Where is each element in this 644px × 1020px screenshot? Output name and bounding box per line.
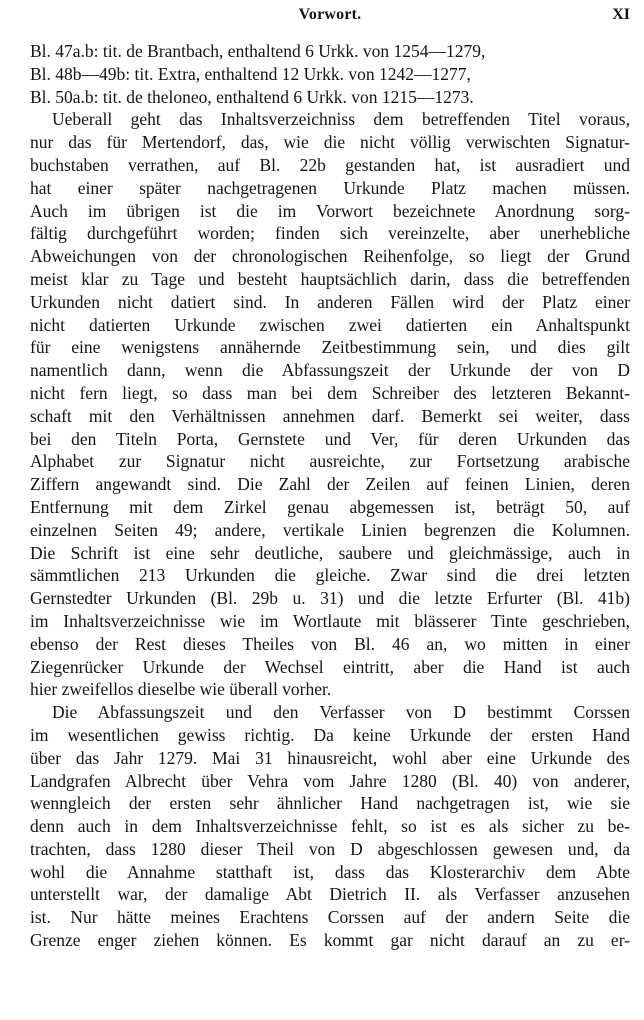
text-line: hat einer später nachgetragenen Urkunde Platz machen müssen. bbox=[30, 177, 630, 198]
text-line: Ziegenrücker Urkunde der Wechsel eintritt, aber die Hand ist auch bbox=[30, 656, 630, 677]
text-line: Grenze enger ziehen können. Es kommt gar nicht darauf an zu er- bbox=[30, 930, 630, 951]
text-line: Abweichungen von der chronologischen Reihenfolge, so liegt der Grund bbox=[30, 246, 630, 267]
text-line: im Inhaltsverzeichnisse wie im Wortlaute mit blässerer Tinte geschrieben, bbox=[30, 610, 630, 631]
text-line: Urkunden nicht datiert sind. In anderen Fällen wird der Platz einer bbox=[30, 291, 630, 312]
text-line: wohl die Annahme statthaft ist, dass das Klosterarchiv dem Abte bbox=[30, 861, 630, 882]
text-line: nicht datierten Urkunde zwischen zwei datierten ein Anhaltspunkt bbox=[30, 314, 630, 335]
text-line: im wesentlichen gewiss richtig. Da keine Urkunde der ersten Hand bbox=[30, 724, 630, 745]
text-line: sämmtlichen 213 Urkunden die gleiche. Zwar sind die drei letzten bbox=[30, 565, 630, 586]
text-line: fältig durchgeführt worden; finden sich vereinzelte, aber unerhebliche bbox=[30, 223, 630, 244]
text-line: Gernstedter Urkunden (Bl. 29b u. 31) und die letzte Erfurter (Bl. 41b) bbox=[30, 588, 630, 609]
text-line: unterstellt war, der damalige Abt Dietrich II. als Verfasser anzusehen bbox=[30, 884, 630, 905]
text-line: ist. Nur hätte meines Erachtens Corssen auf der andern Seite die bbox=[30, 907, 630, 928]
page-header bbox=[30, 6, 630, 28]
text-line: nicht fern liegt, so dass man bei dem Schreiber des letzteren Bekannt- bbox=[30, 382, 630, 403]
text-line: Alphabet zur Signatur nicht ausreichte, zur Fortsetzung arabische bbox=[30, 451, 630, 472]
text-line: bei den Titeln Porta, Gernstete und Ver, für deren Urkunden das bbox=[30, 428, 630, 449]
text-line: hier zweifellos dieselbe wie überall vorher. bbox=[30, 679, 332, 700]
text-line: einzelnen Seiten 49; andere, vertikale Linien begrenzen die Kolumnen. bbox=[30, 519, 630, 540]
text-line: meist klar zu Tage und besteht hauptsächlich darin, dass die betreffenden bbox=[30, 268, 630, 289]
text-line: Ueberall geht das Inhaltsverzeichniss dem betreffenden Titel voraus, bbox=[52, 109, 630, 130]
text-line: ebenso der Rest dieses Theiles von Bl. 46 an, wo mitten in einer bbox=[30, 633, 630, 654]
text-line: Bl. 47a.b: tit. de Brantbach, enthaltend 6 Urkk. von 1254—1279, bbox=[30, 41, 486, 61]
text-line: Bl. 48b—49b: tit. Extra, enthaltend 12 Urkk. von 1242—1277, bbox=[30, 63, 471, 84]
body-text bbox=[30, 40, 630, 952]
text-line: Ziffern angewandt sind. Die Zahl der Zeilen auf feinen Linien, deren bbox=[30, 474, 630, 495]
text-line: wenngleich der ersten sehr ähnlicher Hand nachgetragen ist, wie sie bbox=[30, 793, 630, 814]
text-line: Die Abfassungszeit und den Verfasser von D bestimmt Corssen bbox=[52, 702, 630, 723]
text-line: namentlich dann, wenn die Abfassungszeit der Urkunde der von D bbox=[30, 360, 630, 381]
page-number: XI bbox=[612, 6, 630, 23]
text-line: buchstaben verrathen, auf Bl. 22b gestanden hat, ist ausradiert und bbox=[30, 154, 630, 175]
text-line: trachten, dass 1280 dieser Theil von D abgeschlossen gewesen und, da bbox=[30, 838, 630, 859]
text-line: Die Schrift ist eine sehr deutliche, saubere und gleichmässige, auch in bbox=[30, 542, 630, 563]
text-line: Entfernung mit dem Zirkel genau abgemessen ist, beträgt 50, auf bbox=[30, 496, 630, 517]
text-line: Bl. 50a.b: tit. de theloneo, enthaltend 6 Urkk. von 1215—1273. bbox=[30, 86, 474, 107]
running-title: Vorwort. bbox=[298, 6, 362, 23]
text-line: Landgrafen Albrecht über Vehra vom Jahre 1280 (Bl. 40) von anderer, bbox=[30, 770, 630, 791]
text-line: schaft mit den Verhältnissen annehmen darf. Bemerkt sei weiter, dass bbox=[30, 405, 630, 426]
text-line: Auch im übrigen ist die im Vorwort bezeichnete Anordnung sorg- bbox=[30, 200, 630, 221]
text-line: denn auch in dem Inhaltsverzeichnisse fehlt, so ist es als sicher zu be- bbox=[30, 816, 630, 837]
text-line: über das Jahr 1279. Mai 31 hinausreicht, wohl aber eine Urkunde des bbox=[30, 747, 630, 768]
text-line: nur das für Mertendorf, das, wie die nicht völlig verwischten Signatur- bbox=[30, 132, 630, 153]
text-line: für eine wenigstens annähernde Zeitbestimmung sein, und dies gilt bbox=[30, 337, 630, 358]
